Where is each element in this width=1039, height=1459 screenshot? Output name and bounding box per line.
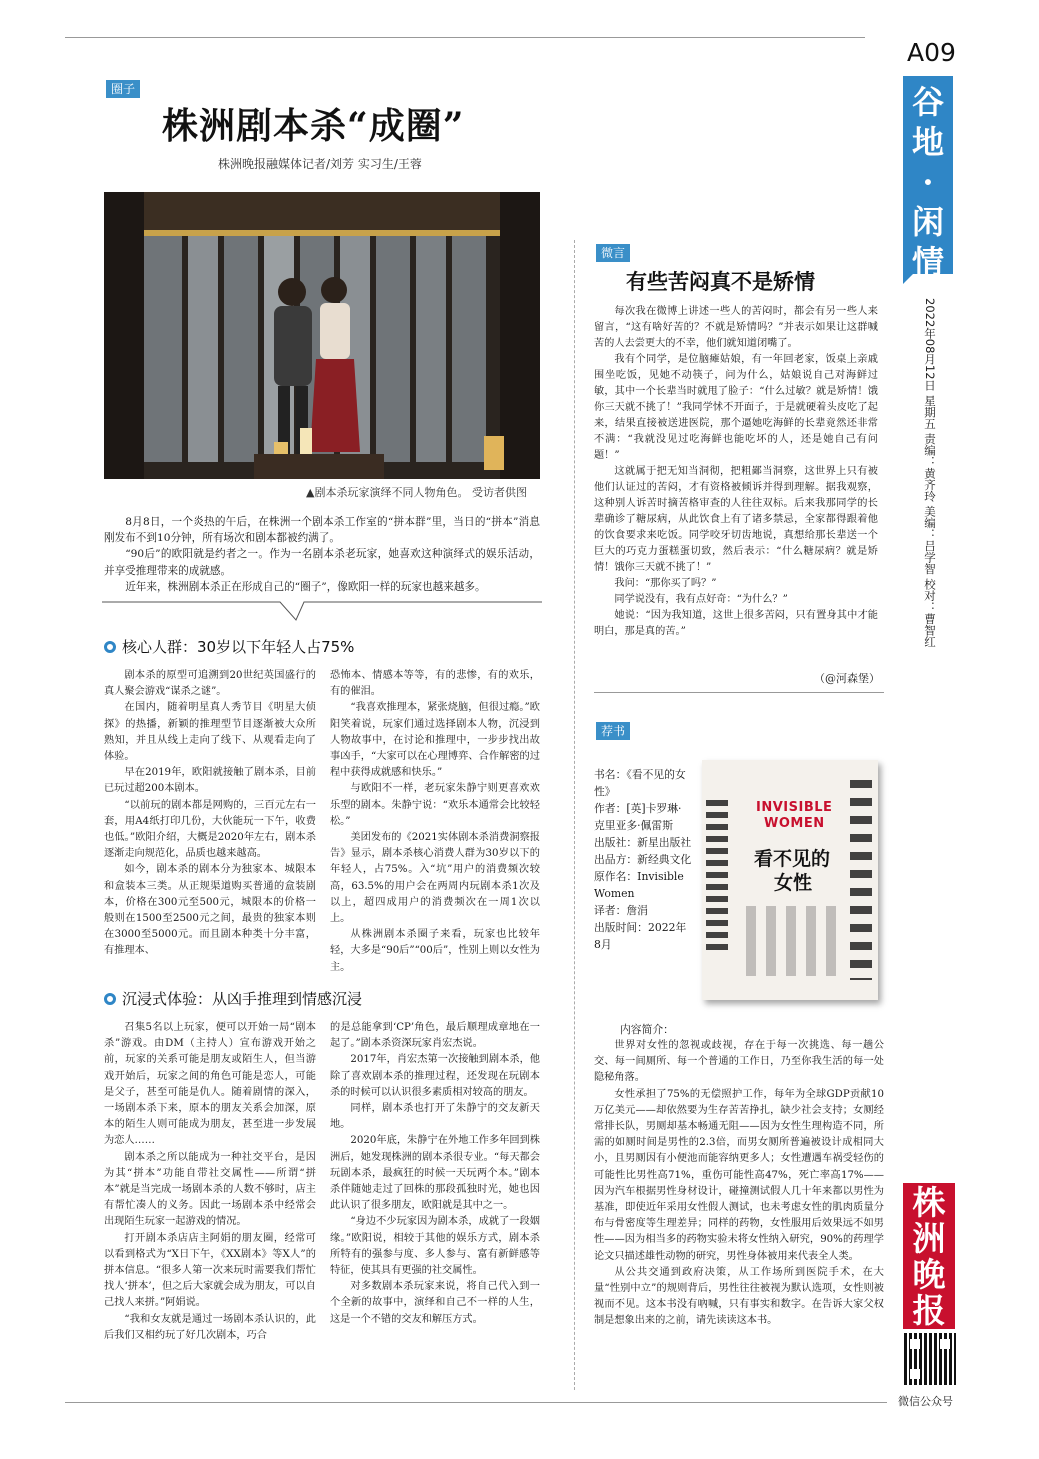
paragraph: 恐怖本、情感本等等，有的悲惨，有的欢乐，有的催泪。 xyxy=(330,670,540,698)
paragraph: 与欧阳不一样，老玩家朱静宁则更喜欢欢乐型的剧本。朱静宁说：“欢乐本通常会比较轻松。” xyxy=(330,783,540,827)
paragraph: 我问：“那你买了吗？” xyxy=(614,578,717,589)
book-cover xyxy=(702,760,878,1000)
book-translator-line: 译者：詹涓 xyxy=(594,904,648,917)
paragraph: 剧本杀的原型可追溯到20世纪英国盛行的真人聚会游戏“谋杀之谜”。 xyxy=(104,670,316,698)
paragraph: 她说：“因为我知道，这世上很多苦闷，只有置身其中才能明白，那是真的苦。” xyxy=(594,610,878,637)
section1-col1 xyxy=(104,668,316,960)
intro-text xyxy=(104,514,540,595)
cover-title-en-1: INVISIBLE xyxy=(756,800,833,815)
paragraph: 打开剧本杀店店主阿娟的朋友圈，经常可以看到格式为“X日下午，《XX剧本》等X人”的拼本信息。“很多人第一次来玩时需要我们帮忙找人‘拼本’，但之后大家就会成为朋友，可以自己找人来拼。”阿娟说。 xyxy=(104,1232,316,1309)
paragraph: 早在2019年，欧阳就接触了剧本杀，目前已玩过超200本剧本。 xyxy=(104,767,316,795)
main-byline: 株洲晚报融媒体记者/刘芳 实习生/王蓉 xyxy=(218,157,422,171)
book-title-line: 书名：《看不见的女性》 xyxy=(594,768,686,798)
wei-body xyxy=(594,304,878,640)
book-intro-label: 内容简介： xyxy=(620,1023,674,1036)
paragraph: 剧本杀之所以能成为一种社交平台，是因为其“拼本”功能自带社交属性——所谓“拼本”就是当完成一场剧本杀的人数不够时，店主有帮忙凑人的义务。因此一场剧本杀中经常会出现陌生玩家一起游戏的情况。 xyxy=(104,1151,316,1228)
paragraph: 对多数剧本杀玩家来说，将自己代入到一个全新的故事中，演绎和自己不一样的人生，这是一个不错的交友和解压方式。 xyxy=(330,1281,540,1325)
wei-tag: 微言 xyxy=(596,244,630,262)
paragraph: 每次我在微博上讲述一些人的苦闷时，都会有另一些人来留言，“这有啥好苦的？不就是矫情吗？”并表示如果让这群喊苦的人去尝更大的不幸，他们就知道闭嘴了。 xyxy=(594,306,878,349)
section2-col1 xyxy=(104,1020,316,1344)
paragraph: 美团发布的《2021实体剧本杀消费洞察报告》显示，剧本杀核心消费人群为30岁以下的年轻人，占75%。入“坑”用户的消费频次较高，63.5%的用户会在两周内玩剧本杀1次及以上，超四成用户的消费频次在一周1次以上。 xyxy=(330,832,540,925)
top-rule xyxy=(65,37,865,38)
paragraph: 从公共交通到政府决策，从工作场所到医院手术，在大量“性别中立”的规则背后，男性往往被视为默认选项，女性则被视而不见。这本书没有吶喊，只有事实和数字。在告诉大家父权制是想象出来的之前，请先读读这本书。 xyxy=(594,1266,884,1327)
cover-spine-text xyxy=(706,800,728,950)
paragraph: “我和女友就是通过一场剧本杀认识的，此后我们又相约玩了好几次剧本，巧合 xyxy=(104,1313,316,1341)
paragraph: 2020年底，朱静宁在外地工作多年回到株洲后，她发现株洲的剧本杀很专业。“每天都会玩剧本杀，最疯狂的时候一天玩两个本。”剧本杀伴随她走过了回株的那段孤独时光，她也因此认识了很多朋友，欧阳就是其中之一。 xyxy=(330,1135,540,1212)
book-producer-line: 出品方：新经典文化 xyxy=(594,853,692,866)
paragraph: 这就属于把无知当洞彻，把粗鄙当洞察，这世界上只有被他们认证过的苦闷，才有资格被倾诉并得到理解。据我观察，这种别人诉苦时摘苦格审查的人往往双标。后来我那同学的长辈确诊了糖尿病，从此饮食上有了诸多禁忌，全家都得跟着他的饮食要求来吃饭。同学咬牙切齿地说，真想给那长辈送一个巨大的巧克力蛋糕蛋切致，然后表示：“什么糖尿病？就是矫情！饿你三天就不挑了！” xyxy=(594,466,878,573)
speech-bubble-divider xyxy=(100,596,544,626)
book-intro xyxy=(594,1038,884,1330)
wei-headline: 有些苦闷真不是矫情 xyxy=(626,269,815,294)
photo-caption: ▲剧本杀玩家演绎不同人物角色。 受访者供图 xyxy=(306,486,527,499)
bottom-rule xyxy=(65,1402,887,1403)
book-author-line: 作者：[英]卡罗琳·克里亚多·佩雷斯 xyxy=(594,802,682,832)
paragraph: “我喜欢推理本，紧张烧脑，但很过瘾。”欧阳笑着说，玩家们通过选择剧本人物，沉浸到人物故事中，在讨论和推理中，一步步找出故事凶手，“大家可以在心理博弈、合作解密的过程中获得成就感和快乐。” xyxy=(330,702,540,779)
cover-title-cn-1: 看不见的 xyxy=(754,848,831,870)
paragraph: “身边不少玩家因为剧本杀，成就了一段姻缘。”欧阳说，相较于其他的娱乐方式，剧本杀所特有的强参与度、多人参与、富有新鲜感等特征，使其具有更强的社交属性。 xyxy=(330,1216,540,1277)
section2-col2 xyxy=(330,1020,540,1328)
book-original-title-line: 原作名：Invisible Women xyxy=(594,870,684,900)
paragraph: 同学说没有，我有点好奇：“为什么？” xyxy=(614,594,788,605)
main-headline: 株洲剧本杀“成圈” xyxy=(162,105,465,147)
intro-paragraph: 8月8日，一个炎热的午后，在株洲一个剧本杀工作室的“拼本群”里，当日的“拼本”消息刚发布不到10分钟，所有场次和剧本都被约满了。 xyxy=(104,516,540,545)
brand-logo-text: 株洲晚报 xyxy=(912,1183,946,1330)
bullet-icon xyxy=(104,993,116,1005)
section1-heading xyxy=(104,636,354,657)
intro-paragraph: “90后”的欧阳就是约者之一。作为一名剧本杀老玩家，她喜欢这种演绎式的娱乐活动，并享受推理带来的成就感。 xyxy=(104,548,540,577)
section1-col2 xyxy=(330,668,540,976)
column-divider xyxy=(574,240,575,1390)
book-tag: 荐书 xyxy=(596,722,630,740)
paragraph: 世界对女性的忽视或歧视，存在于每一次挑选、每一趟公交、每一间厕所、每一个普通的工作日，乃至你我生活的每一处隐秘角落。 xyxy=(594,1040,884,1084)
paragraph: 同样，剧本杀也打开了朱静宁的交友新天地。 xyxy=(330,1103,540,1131)
page-number: A09 xyxy=(907,38,956,67)
cover-graphic xyxy=(746,906,842,976)
paragraph: 从株洲剧本杀圈子来看，玩家也比较年轻，大多是“90后”“00后”，性别上则以女性为主。 xyxy=(330,929,540,973)
cover-title-en-2: WOMEN xyxy=(764,816,825,831)
paragraph: 如今，剧本杀的剧本分为独家本、城限本和盒装本三类。从正规渠道购买普通的盒装剧本，价格在300元至500元，城限本的价格一般则在1500至2500元之间，最贵的独家本则在3000至5000元。而且剧本种类十分丰富，有推理本、 xyxy=(104,864,316,957)
brand-logo xyxy=(903,1183,955,1329)
bullet-icon xyxy=(104,641,116,653)
qr-code[interactable] xyxy=(904,1333,956,1385)
section2-heading xyxy=(104,988,362,1009)
book-info xyxy=(594,766,692,953)
paragraph: 女性承担了75%的无偿照护工作，每年为全球GDP贡献10万亿美元——却依然要为生存苦苦挣扎，缺少社会支持；女厕经常排长队，男厕却基本畅通无阻——因为女性生理构造不同，所需的如厕时间是男性的2.3倍，而男女厕所普遍被设计成相同大小，且男厕因有小便池而能容纳更多人；女性遭遇车祸受轻伤的可能性比男性高71%，重伤可能性高47%，死亡率高17%——因为汽车根据男性身材设计，碰撞测试假人几十年来都以男性为基准，即使近年采用女性假人测试，也未考虑女性的肌肉质量分布与骨密度等生理差异；同样的药物，女性服用后效果远不如男性——因为相当多的药物实验未将女性纳入研究，90%的药理学论文只描述雄性动物的研究，男性身体被用来代表全人类。 xyxy=(594,1088,884,1262)
main-article-tag: 圈子 xyxy=(106,80,140,98)
wei-signature: （@河森堡） xyxy=(814,672,880,685)
dateline: 2022年08月12日 星期五 责编：黄齐玲 美编：吕学智 校对：曹智红 xyxy=(923,298,937,648)
paragraph: 的是总能拿到‘CP’角色，最后顺理成章地在一起了。”剧本杀资深玩家肖宏杰说。 xyxy=(330,1022,540,1050)
paragraph: “以前玩的剧本都是网购的，三百元左右一套，用A4纸打印几份，大伙能玩一下午，收费也低。”欧阳介绍，大概是2020年左右，剧本杀逐渐走向规范化，品质也越来越高。 xyxy=(104,799,316,860)
intro-paragraph: 近年来，株洲剧本杀正在形成自己的“圈子”，像欧阳一样的玩家也越来越多。 xyxy=(125,580,486,593)
section1-heading-text: 核心人群：30岁以下年轻人占75% xyxy=(122,638,355,656)
cover-side-pattern xyxy=(850,780,872,980)
paragraph: 2017年，肖宏杰第一次接触到剧本杀，他除了喜欢剧本杀的推理过程，还发现在玩剧本杀的时候可以认识很多素质相对较高的朋友。 xyxy=(330,1054,540,1098)
book-date-line: 出版时间：2022年8月 xyxy=(594,921,687,951)
paragraph: 在国内，随着明星真人秀节目《明星大侦探》的热播，新颖的推理型节目逐渐被大众所熟知，并且从线上走向了线下、从观看走向了体验。 xyxy=(104,702,316,763)
section2-heading-text: 沉浸式体验：从凶手推理到情感沉浸 xyxy=(122,990,363,1008)
cover-title-cn-2: 女性 xyxy=(774,872,813,894)
paragraph: 我有个同学，是位脑瘫姑娘，有一年回老家，饭桌上亲戚围坐吃饭，见她不动筷子，问为什么，姑娘说自己对海鲜过敏，其中一个长辈当时就甩了脸子：“什么过敏？就是矫情！饿你三天就不挑了！”我同学怵不开面子，于是就硬着头皮吃了起来，结果直接被送进医院，那个逼她吃海鲜的长辈竟然还非常不满：“我就没见过吃海鲜也能吃坏的人，还是她自己有问题！” xyxy=(594,354,878,461)
book-publisher-line: 出版社：新星出版社 xyxy=(594,836,692,849)
wei-bottom-rule xyxy=(594,692,884,693)
paragraph: 召集5名以上玩家，便可以开始一局“剧本杀”游戏。由DM（主持人）宣布游戏开始之前，玩家的关系可能是朋友或陌生人，但当游戏开始后，玩家之间的角色可能是恋人，可能是父子，甚至可能是仇人。随着剧情的深入，一场剧本杀下来，原本的朋友关系会加深，原本的陌生人则可能成为朋友，甚至进一步发展为恋人…… xyxy=(104,1022,316,1147)
stage-photo xyxy=(104,192,540,479)
section-title: 谷地·闲情 xyxy=(911,83,944,281)
qr-label: 微信公众号 xyxy=(898,1395,953,1408)
